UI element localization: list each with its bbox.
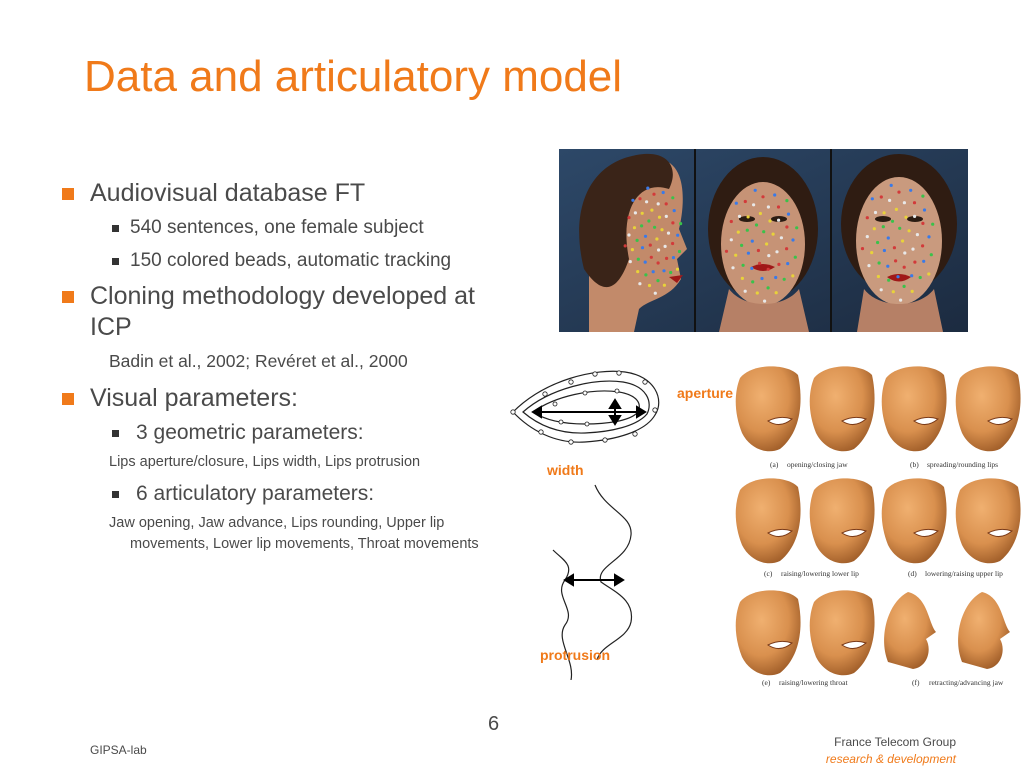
bead-dot bbox=[777, 205, 780, 208]
bead-dot bbox=[637, 258, 640, 261]
subject-photos bbox=[559, 149, 968, 332]
sub-bullet-text: 3 geometric parameters: bbox=[136, 421, 364, 444]
bead-dot bbox=[893, 246, 896, 249]
bead-dot bbox=[754, 189, 757, 192]
caption-a: opening/closing jaw bbox=[787, 460, 848, 469]
bead-dot bbox=[904, 216, 907, 219]
bead-dot bbox=[897, 191, 900, 194]
bead-dot bbox=[785, 247, 788, 250]
bead-dot bbox=[880, 288, 883, 291]
bead-dot bbox=[767, 254, 770, 257]
bead-dot bbox=[634, 211, 637, 214]
caption-e-letter: (e) bbox=[762, 678, 771, 687]
bead-dot bbox=[759, 212, 762, 215]
footer-company-name: France Telecom Group bbox=[834, 735, 956, 749]
sub-bullet-text: 150 colored beads, automatic tracking bbox=[130, 250, 452, 271]
geometric-note: Lips aperture/closure, Lips width, Lips protrusion bbox=[109, 454, 421, 470]
bead-dot bbox=[665, 257, 668, 260]
face-rendering bbox=[810, 590, 875, 675]
bead-dot bbox=[644, 273, 647, 276]
bead-dot bbox=[656, 279, 659, 282]
bead-dot bbox=[878, 261, 881, 264]
caption-d: lowering/raising upper lip bbox=[925, 569, 1003, 578]
bead-dot bbox=[775, 250, 778, 253]
subject-photo-strip bbox=[559, 149, 968, 332]
bead-dot bbox=[664, 245, 667, 248]
bead-dot bbox=[901, 239, 904, 242]
bead-dot bbox=[638, 282, 641, 285]
bead-dot bbox=[791, 274, 794, 277]
bead-dot bbox=[657, 261, 660, 264]
caption-f: retracting/advancing jaw bbox=[929, 678, 1004, 687]
bead-dot bbox=[777, 219, 780, 222]
bead-dot bbox=[629, 260, 632, 263]
bead-dot bbox=[777, 263, 780, 266]
bead-dot bbox=[644, 261, 647, 264]
bead-dot bbox=[638, 197, 641, 200]
bead-dot bbox=[663, 284, 666, 287]
caption-d-letter: (d) bbox=[908, 569, 917, 578]
bead-dot bbox=[672, 256, 675, 259]
bullet-cloning bbox=[60, 281, 520, 343]
bead-dot bbox=[899, 299, 902, 302]
bead-dot bbox=[725, 250, 728, 253]
bead-dot bbox=[734, 254, 737, 257]
bead-dot bbox=[669, 271, 672, 274]
bead-dot bbox=[627, 216, 630, 219]
bead-dot bbox=[783, 278, 786, 281]
bead-dot bbox=[774, 276, 777, 279]
bead-dot bbox=[765, 242, 768, 245]
bead-dot bbox=[671, 242, 674, 245]
bead-dot bbox=[874, 211, 877, 214]
bead-dot bbox=[795, 226, 798, 229]
bead-dot bbox=[916, 233, 919, 236]
caption-e: raising/lowering throat bbox=[779, 678, 848, 687]
bead-dot bbox=[866, 216, 869, 219]
bead-dot bbox=[757, 249, 760, 252]
bead-dot bbox=[735, 202, 738, 205]
caption-row-3 bbox=[762, 678, 1004, 687]
bead-dot bbox=[861, 247, 864, 250]
bead-dot bbox=[866, 235, 869, 238]
bead-dot bbox=[883, 211, 886, 214]
bead-dot bbox=[657, 202, 660, 205]
caption-b-letter: (b) bbox=[910, 460, 919, 469]
bead-dot bbox=[921, 222, 924, 225]
bead-dot bbox=[891, 220, 894, 223]
footer-company-division: research & development bbox=[825, 752, 956, 766]
footer-lab: GIPSA-lab bbox=[90, 743, 147, 757]
caption-row-2 bbox=[764, 569, 1003, 578]
bead-dot bbox=[911, 248, 914, 251]
face-rendering bbox=[956, 366, 1021, 451]
bead-dot bbox=[756, 291, 759, 294]
bead-dot bbox=[767, 205, 770, 208]
caption-b: spreading/rounding lips bbox=[927, 460, 999, 469]
bead-dot bbox=[660, 228, 663, 231]
bead-dot bbox=[867, 264, 870, 267]
face-rendering bbox=[736, 366, 801, 451]
bead-dot bbox=[903, 266, 906, 269]
face-rendering bbox=[736, 590, 801, 675]
bead-dot bbox=[750, 267, 753, 270]
bead-dot bbox=[908, 229, 911, 232]
bead-dot bbox=[631, 248, 634, 251]
bead-dot bbox=[676, 234, 679, 237]
face-renderings bbox=[736, 366, 1021, 675]
bead-dot bbox=[624, 244, 627, 247]
bullet-square-icon bbox=[62, 188, 74, 200]
bead-dot bbox=[730, 238, 733, 241]
bead-dot bbox=[887, 279, 890, 282]
bead-dot bbox=[646, 187, 649, 190]
bead-dot bbox=[762, 230, 765, 233]
bead-dot bbox=[652, 270, 655, 273]
sub-bullet-geometric bbox=[60, 420, 520, 446]
bead-dot bbox=[738, 215, 741, 218]
slide-title: Data and articulatory model bbox=[84, 52, 623, 101]
sub-bullet-square-icon bbox=[112, 225, 119, 232]
bead-dot bbox=[731, 266, 734, 269]
bead-dot bbox=[772, 233, 775, 236]
bead-dot bbox=[888, 199, 891, 202]
bead-dot bbox=[652, 193, 655, 196]
bullet-square-icon bbox=[62, 393, 74, 405]
bead-dot bbox=[761, 195, 764, 198]
bead-dot bbox=[730, 220, 733, 223]
bead-dot bbox=[751, 240, 754, 243]
bead-dot bbox=[887, 236, 890, 239]
bead-dot bbox=[768, 219, 771, 222]
sub-bullet-sentences bbox=[60, 215, 520, 241]
footer-company bbox=[826, 734, 956, 768]
bead-dot bbox=[631, 199, 634, 202]
sub-bullet-text: 540 sentences, one female subject bbox=[130, 217, 424, 238]
bead-dot bbox=[640, 224, 643, 227]
bead-dot bbox=[894, 259, 897, 262]
bead-dot bbox=[876, 241, 879, 244]
bead-dot bbox=[665, 215, 668, 218]
bead-dot bbox=[741, 277, 744, 280]
bead-dot bbox=[913, 201, 916, 204]
sub-bullet-square-icon bbox=[112, 258, 119, 265]
bead-dot bbox=[665, 202, 668, 205]
bead-dot bbox=[909, 189, 912, 192]
bead-dot bbox=[931, 223, 934, 226]
sub-bullet-square-icon bbox=[112, 491, 119, 498]
face-rendering bbox=[956, 478, 1021, 563]
bead-dot bbox=[662, 191, 665, 194]
bead-dot bbox=[654, 292, 657, 295]
reference-text: Badin et al., 2002; Revéret et al., 2000 bbox=[109, 351, 408, 371]
bead-dot bbox=[921, 244, 924, 247]
sub-bullet-text: 6 articulatory parameters: bbox=[136, 482, 375, 505]
bead-dot bbox=[744, 200, 747, 203]
bullet-text: Visual parameters: bbox=[90, 384, 298, 412]
sub-bullet-articulatory bbox=[60, 481, 520, 507]
bead-dot bbox=[758, 262, 761, 265]
bead-dot bbox=[755, 223, 758, 226]
bead-dot bbox=[655, 237, 658, 240]
bead-dot bbox=[911, 290, 914, 293]
bead-dot bbox=[650, 256, 653, 259]
bead-dot bbox=[641, 212, 644, 215]
bead-dot bbox=[873, 227, 876, 230]
bead-dot bbox=[886, 265, 889, 268]
bead-dot bbox=[794, 256, 797, 259]
bead-dot bbox=[903, 285, 906, 288]
bead-dot bbox=[649, 244, 652, 247]
bead-dot bbox=[780, 236, 783, 239]
bead-dot bbox=[913, 215, 916, 218]
bullet-database bbox=[60, 178, 520, 209]
face-rendering bbox=[736, 478, 801, 563]
bead-dot bbox=[658, 216, 661, 219]
bead-dot bbox=[644, 235, 647, 238]
caption-row-1 bbox=[770, 460, 998, 469]
bead-dot bbox=[903, 201, 906, 204]
caption-f-letter: (f) bbox=[912, 678, 920, 687]
bead-dot bbox=[737, 231, 740, 234]
bead-dot bbox=[679, 222, 682, 225]
bead-dot bbox=[636, 270, 639, 273]
bead-dot bbox=[775, 291, 778, 294]
aperture-label: aperture bbox=[677, 385, 734, 401]
bead-dot bbox=[673, 209, 676, 212]
sub-bullet-beads bbox=[60, 248, 520, 274]
bead-dot bbox=[752, 203, 755, 206]
bead-dot bbox=[662, 269, 665, 272]
face-rendering bbox=[882, 366, 947, 451]
bead-dot bbox=[636, 239, 639, 242]
bead-dot bbox=[746, 229, 749, 232]
bead-dot bbox=[903, 251, 906, 254]
face-rendering bbox=[958, 592, 1010, 669]
caption-c-letter: (c) bbox=[764, 569, 773, 578]
bead-dot bbox=[667, 232, 670, 235]
bead-dot bbox=[747, 215, 750, 218]
bullet-square-icon bbox=[62, 291, 74, 303]
bead-dot bbox=[676, 268, 679, 271]
bead-dot bbox=[773, 193, 776, 196]
face-rendering bbox=[810, 478, 875, 563]
bead-dot bbox=[763, 300, 766, 303]
bead-dot bbox=[633, 226, 636, 229]
bullet-text: Audiovisual database FT bbox=[90, 179, 366, 207]
bead-dot bbox=[896, 275, 899, 278]
bead-dot bbox=[883, 249, 886, 252]
bullet-text: Cloning methodology developed at ICP bbox=[90, 282, 475, 341]
bead-dot bbox=[742, 264, 745, 267]
bead-dot bbox=[751, 280, 754, 283]
bead-dot bbox=[760, 277, 763, 280]
articulatory-faces-grid bbox=[732, 355, 1024, 695]
protrusion-label: protrusion bbox=[540, 647, 610, 663]
bead-dot bbox=[910, 274, 913, 277]
bead-dot bbox=[898, 227, 901, 230]
bead-dot bbox=[895, 208, 898, 211]
bead-dot bbox=[653, 226, 656, 229]
bead-dot bbox=[791, 238, 794, 241]
bead-dot bbox=[785, 225, 788, 228]
bead-dot bbox=[671, 196, 674, 199]
sub-bullet-square-icon bbox=[112, 430, 119, 437]
bead-dot bbox=[871, 197, 874, 200]
bead-dot bbox=[744, 290, 747, 293]
bead-dot bbox=[671, 221, 674, 224]
page-number: 6 bbox=[488, 713, 500, 735]
bead-dot bbox=[870, 251, 873, 254]
caption-a-letter: (a) bbox=[770, 460, 779, 469]
bead-dot bbox=[880, 195, 883, 198]
bead-dot bbox=[785, 199, 788, 202]
bead-dot bbox=[678, 250, 681, 253]
face-rendering bbox=[810, 366, 875, 451]
bead-dot bbox=[919, 276, 922, 279]
bead-dot bbox=[930, 253, 933, 256]
bead-dot bbox=[927, 272, 930, 275]
width-label: width bbox=[547, 462, 584, 478]
articulatory-note: Jaw opening, Jaw advance, Lips rounding, Upper lip movements, Lower lip movements, Throat movements bbox=[109, 515, 479, 552]
bead-dot bbox=[890, 184, 893, 187]
bead-dot bbox=[767, 286, 770, 289]
bead-dot bbox=[747, 252, 750, 255]
bead-dot bbox=[641, 246, 644, 249]
bullet-list bbox=[60, 178, 520, 563]
bead-dot bbox=[922, 260, 925, 263]
bead-dot bbox=[740, 244, 743, 247]
bead-dot bbox=[647, 219, 650, 222]
bead-dot bbox=[882, 225, 885, 228]
caption-c: raising/lowering lower lip bbox=[781, 569, 859, 578]
bead-dot bbox=[787, 213, 790, 216]
bead-dot bbox=[645, 200, 648, 203]
bead-dot bbox=[786, 262, 789, 265]
bead-dot bbox=[767, 268, 770, 271]
face-rendering bbox=[882, 478, 947, 563]
bead-dot bbox=[650, 209, 653, 212]
bead-dot bbox=[913, 261, 916, 264]
bead-dot bbox=[927, 235, 930, 238]
bullet-visual-parameters bbox=[60, 383, 520, 414]
bead-dot bbox=[877, 275, 880, 278]
bead-dot bbox=[627, 233, 630, 236]
bead-dot bbox=[921, 195, 924, 198]
bead-dot bbox=[892, 290, 895, 293]
face-rendering bbox=[884, 592, 936, 669]
lip-geometry-diagram bbox=[505, 360, 745, 680]
bead-dot bbox=[648, 284, 651, 287]
bead-dot bbox=[657, 248, 660, 251]
bead-dot bbox=[923, 208, 926, 211]
